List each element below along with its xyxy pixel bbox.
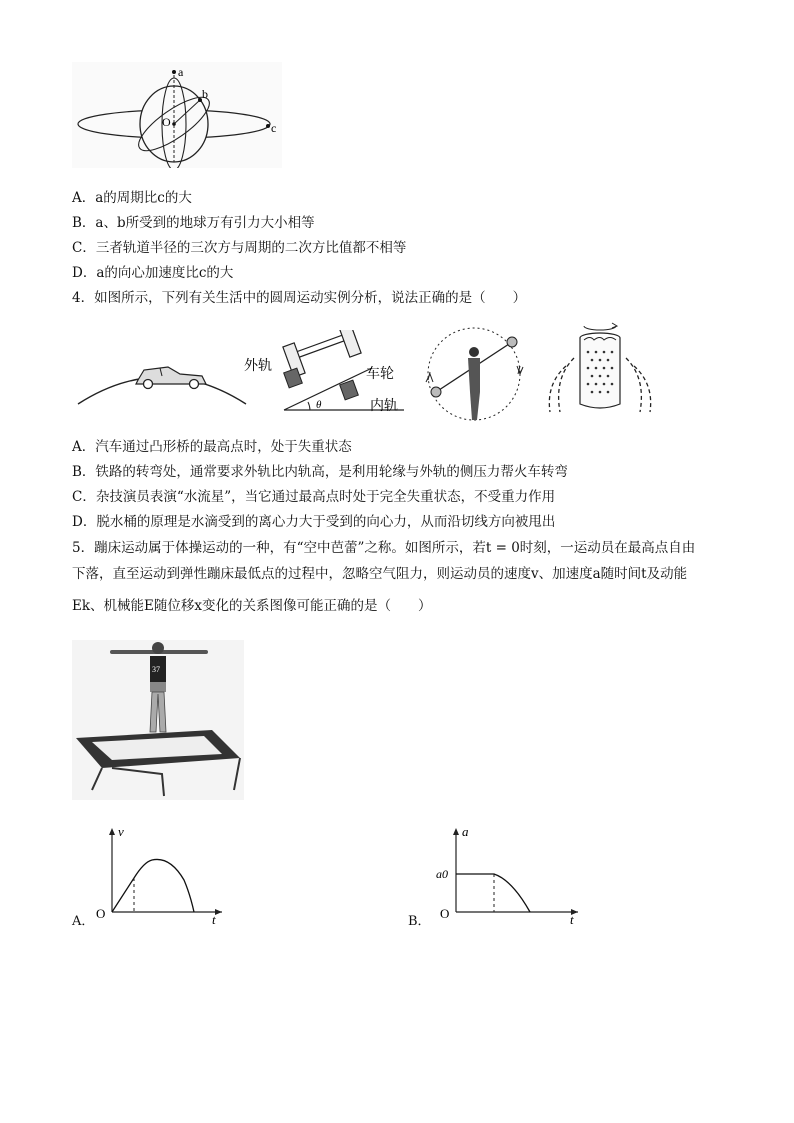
graph-a-origin: O bbox=[96, 906, 106, 921]
q5-stem-line2: 下落，直至运动到弹性蹦床最低点的过程中，忽略空气阻力，则运动员的速度v、加速度a随时间t及动能 bbox=[72, 566, 688, 582]
inner-rail bbox=[340, 380, 359, 400]
trampoline-figure bbox=[72, 640, 244, 800]
graph-b-x-label: t bbox=[570, 912, 574, 924]
q3-option-c: C．三者轨道半径的三次方与周期的二次方比值都不相等 bbox=[72, 240, 407, 256]
wheel-right bbox=[339, 330, 361, 357]
graph-a-y-label: v bbox=[118, 824, 124, 839]
q4-option-a: A．汽车通过凸形桥的最高点时，处于失重状态 bbox=[72, 439, 352, 455]
label-b: b bbox=[202, 87, 208, 101]
athlete-head bbox=[152, 642, 164, 654]
q5-stem-line1: 5．蹦床运动属于体操运动的一种，有“空中芭蕾”之称。如图所示，若t = 0时刻，一运动员在最高点自由 bbox=[72, 540, 696, 556]
label-c: c bbox=[271, 121, 277, 135]
performer-body bbox=[468, 358, 480, 420]
graph-b-at bbox=[434, 822, 582, 924]
q4-option-c: C．杂技演员表演“水流星”，当它通过最高点时处于完全失重状态，不受重力作用 bbox=[72, 489, 556, 505]
graph-a-curve bbox=[112, 859, 194, 912]
graph-b-y-tick: a0 bbox=[436, 867, 448, 881]
graph-a-x-label: t bbox=[212, 912, 216, 924]
railway-curve-figure bbox=[244, 330, 414, 416]
label-a: a bbox=[178, 65, 184, 79]
graph-b-origin: O bbox=[440, 906, 450, 921]
water-meteor-figure bbox=[422, 322, 528, 428]
option-b-label: B． bbox=[408, 914, 431, 929]
label-inner-rail: 内轨 bbox=[370, 399, 398, 414]
label-theta: θ bbox=[316, 399, 322, 411]
jersey-number: 37 bbox=[152, 665, 160, 674]
q4-stem: 4．如图所示，下列有关生活中的圆周运动实例分析，说法正确的是（ ） bbox=[72, 290, 527, 306]
performer-head bbox=[469, 347, 479, 357]
label-wheel: 车轮 bbox=[366, 367, 394, 382]
q4-option-d: D．脱水桶的原理是水滴受到的离心力大于受到的向心力，从而沿切线方向被甩出 bbox=[72, 514, 556, 530]
q4-option-b: B．铁路的转弯处，通常要求外轨比内轨高，是利用轮缘与外轨的侧压力帮火车转弯 bbox=[72, 464, 568, 480]
q3-option-d: D．a的向心加速度比c的大 bbox=[72, 265, 234, 281]
graph-b-curve bbox=[456, 874, 530, 912]
option-a-label: A． bbox=[72, 914, 95, 929]
graph-a-vt bbox=[90, 822, 230, 924]
convex-bridge-figure bbox=[76, 322, 248, 414]
orbit-figure bbox=[72, 62, 282, 168]
spin-dryer-figure bbox=[544, 318, 656, 416]
q5-stem-line3: Ek、机械能E随位移x变化的关系图像可能正确的是（ ） bbox=[72, 598, 432, 614]
q3-option-a: A．a的周期比c的大 bbox=[72, 190, 192, 206]
q3-option-b: B．a、b所受到的地球万有引力大小相等 bbox=[72, 215, 315, 231]
graph-b-y-label: a bbox=[462, 824, 469, 839]
label-o: O bbox=[162, 115, 171, 129]
label-outer-rail: 外轨 bbox=[244, 359, 272, 374]
